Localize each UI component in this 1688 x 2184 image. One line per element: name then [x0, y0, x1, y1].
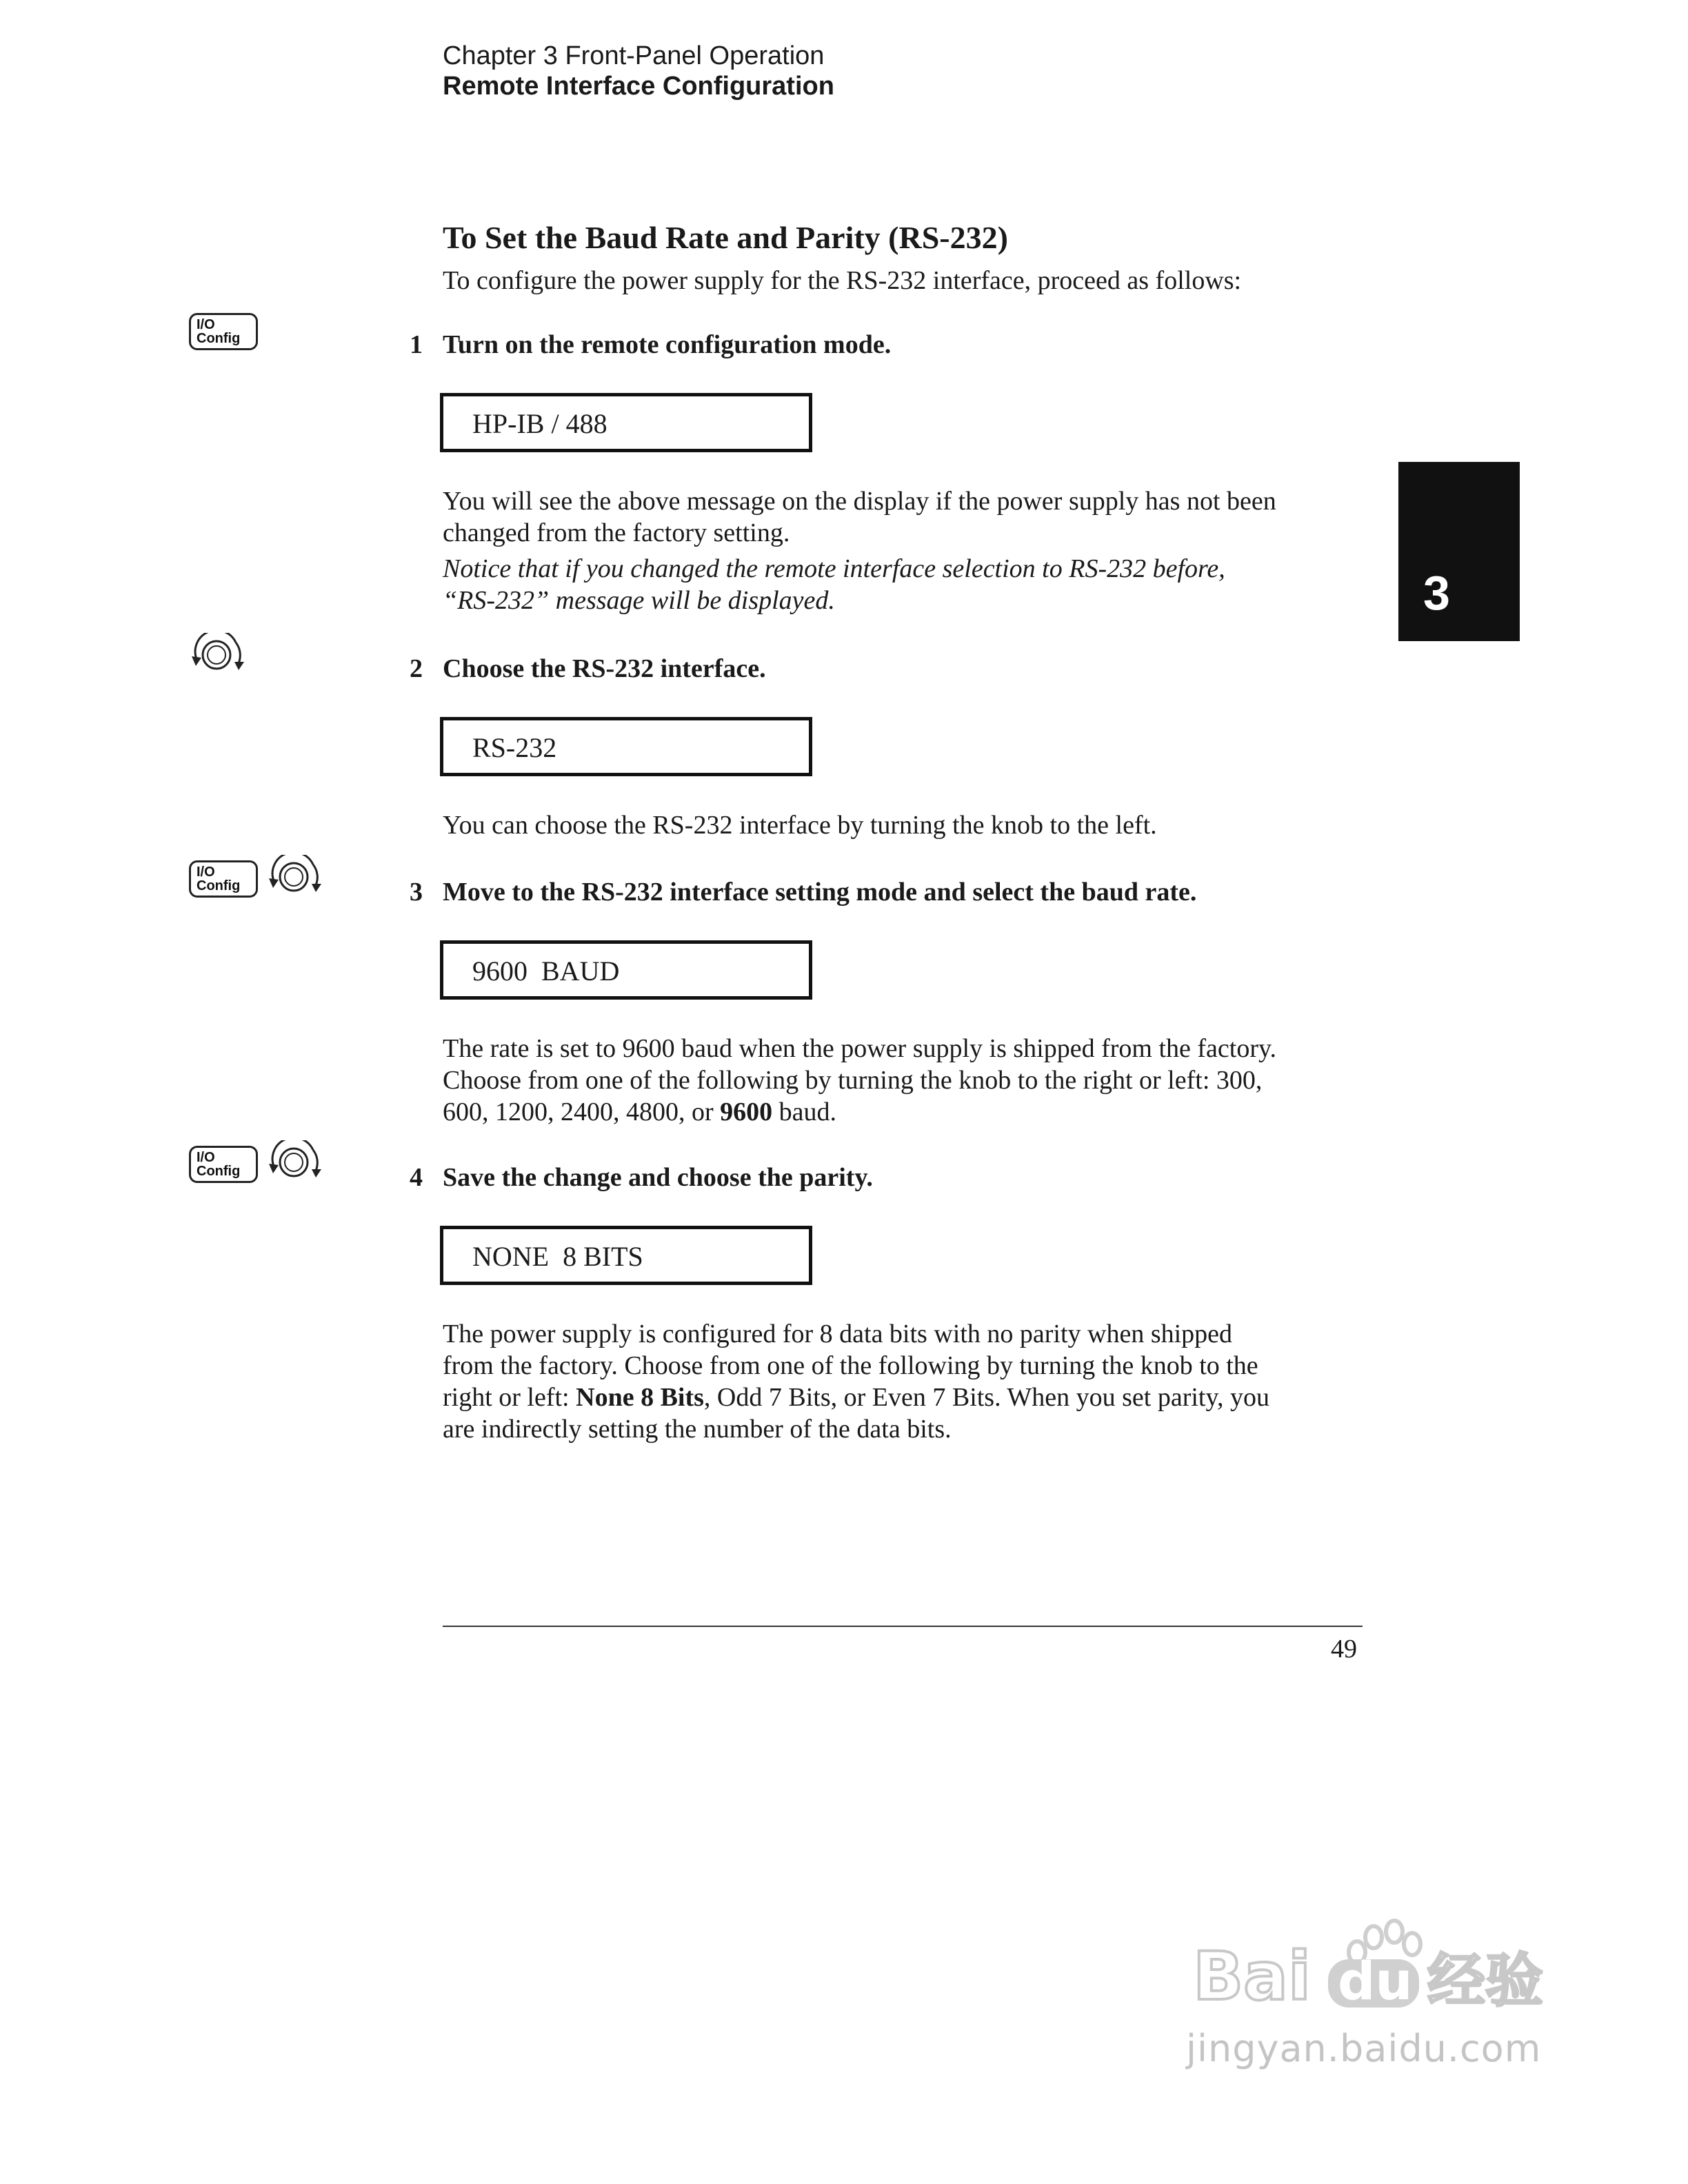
display-box: [440, 393, 812, 452]
bold-value: None 8 Bits: [576, 1383, 704, 1412]
io-config-key-icon: [189, 860, 258, 898]
paragraph-line: are indirectly setting the number of the data bits.: [443, 1415, 952, 1444]
step-number: 1: [410, 330, 423, 359]
step-number: 3: [410, 878, 423, 907]
step-paragraph: [443, 1318, 1367, 1445]
bold-value: 9600: [720, 1098, 773, 1126]
svg-text:du: du: [1338, 1950, 1413, 2012]
io-config-key-icon: [189, 1146, 258, 1183]
step-paragraph: [443, 809, 1367, 841]
step-title: Turn on the remote configuration mode.: [443, 330, 892, 359]
display-text: RS-232: [472, 732, 557, 763]
step-note: [443, 553, 1367, 616]
baidu-watermark-logo: [1193, 1917, 1579, 2020]
step-paragraph: [443, 1033, 1367, 1128]
text-run: 600, 1200, 2400, 4800, or: [443, 1098, 721, 1126]
paragraph-line: You can choose the RS-232 interface by turning the knob to the left.: [443, 811, 1157, 840]
key-label-line2: Config: [197, 331, 241, 346]
step-number: 2: [410, 654, 423, 683]
note-line: Notice that if you changed the remote interface selection to RS-232 before,: [443, 554, 1225, 583]
running-header-section: Remote Interface Configuration: [443, 72, 834, 101]
knob-icon: [265, 855, 323, 899]
footer-rule: [443, 1626, 1363, 1627]
chapter-tab: [1398, 462, 1520, 641]
key-label-line2: Config: [197, 878, 241, 893]
key-label-line1: I/O: [197, 865, 215, 880]
display-text: NONE 8 BITS: [472, 1241, 643, 1272]
chapter-tab-number: 3: [1423, 566, 1450, 620]
paragraph-line: [443, 1382, 1367, 1413]
paragraph-line: The rate is set to 9600 baud when the power supply is shipped from the factory.: [443, 1034, 1277, 1063]
running-header-chapter: Chapter 3 Front-Panel Operation: [443, 41, 825, 70]
paragraph-line: [443, 1096, 1367, 1128]
io-config-key-icon: [189, 313, 258, 350]
paragraph-line: changed from the factory setting.: [443, 518, 790, 547]
section-title: To Set the Baud Rate and Parity (RS-232): [443, 220, 1008, 255]
key-label-line2: Config: [197, 1164, 241, 1179]
key-label-line1: I/O: [197, 317, 215, 332]
page-number: 49: [1331, 1635, 1357, 1664]
note-line: “RS-232” message will be displayed.: [443, 586, 835, 615]
paragraph-line: The power supply is configured for 8 data bits with no parity when shipped: [443, 1320, 1233, 1348]
text-run: right or left:: [443, 1383, 576, 1412]
paragraph-line: Choose from one of the following by turning the knob to the right or left: 300,: [443, 1066, 1263, 1095]
svg-text:Bai: Bai: [1193, 1938, 1311, 2015]
step-title: Move to the RS-232 interface setting mode and select the baud rate.: [443, 878, 1197, 907]
step-title: Choose the RS-232 interface.: [443, 654, 766, 683]
knob-icon: [188, 633, 245, 677]
watermark-url: jingyan.baidu.com: [1186, 2027, 1542, 2070]
display-text: HP-IB / 488: [472, 408, 607, 439]
display-box: [440, 940, 812, 1000]
paragraph-line: from the factory. Choose from one of the following by turning the knob to the: [443, 1351, 1258, 1380]
display-box: [440, 1226, 812, 1285]
step-paragraph: [443, 485, 1367, 549]
text-run: , Odd 7 Bits, or Even 7 Bits. When you set parity, you: [703, 1383, 1270, 1412]
paragraph-line: You will see the above message on the display if the power supply has not been: [443, 487, 1276, 516]
knob-icon: [265, 1140, 323, 1184]
key-label-line1: I/O: [197, 1150, 215, 1165]
step-number: 4: [410, 1163, 423, 1192]
text-run: baud.: [772, 1098, 837, 1126]
display-text: 9600 BAUD: [472, 956, 620, 987]
step-title: Save the change and choose the parity.: [443, 1163, 873, 1192]
svg-text:经验: 经验: [1427, 1947, 1544, 2014]
intro-paragraph: To configure the power supply for the RS-232 interface, proceed as follows:: [443, 266, 1242, 295]
display-box: [440, 717, 812, 776]
